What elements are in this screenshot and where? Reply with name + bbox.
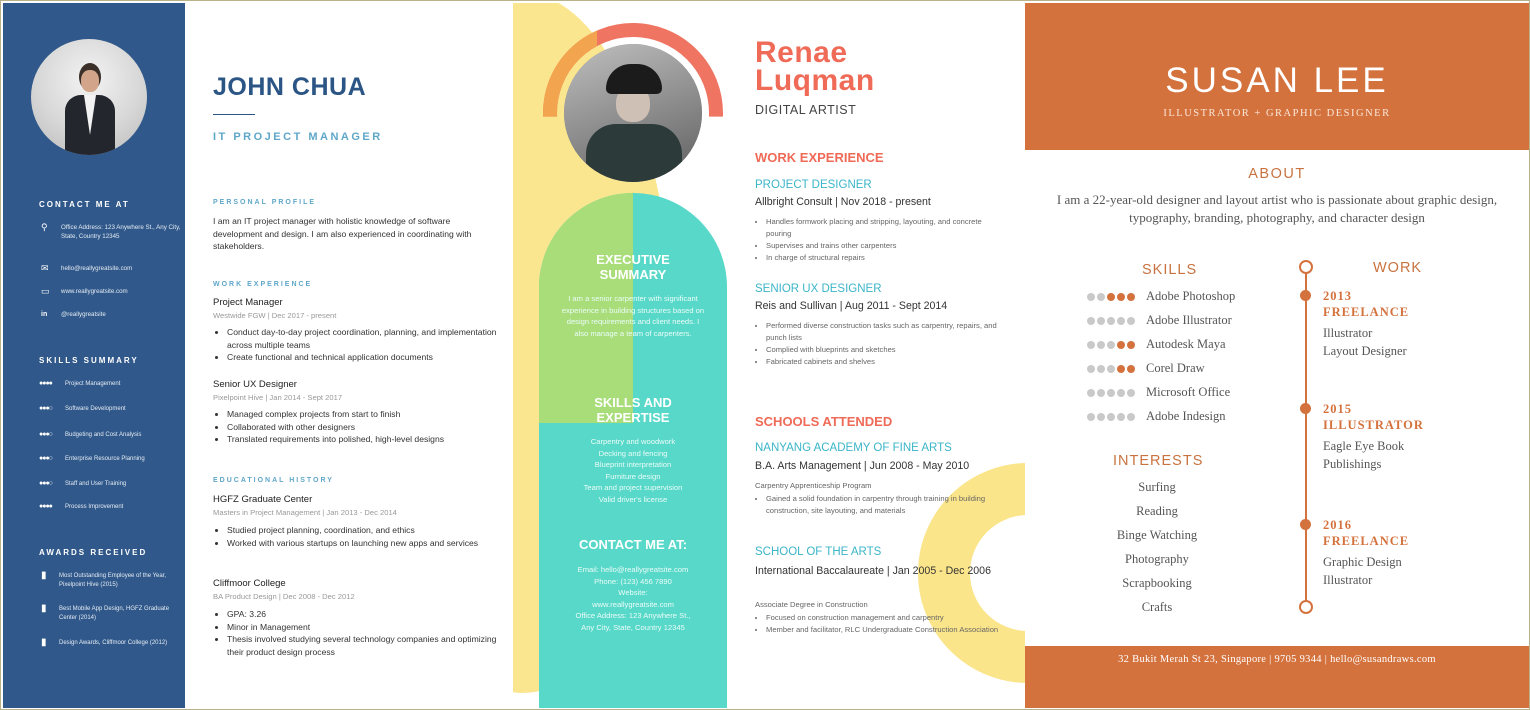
job-title: SENIOR UX DESIGNER — [755, 283, 882, 295]
job-bullets: • Performed diverse construction tasks such as carpentry, repairs, and punch lists • Complied with blueprints and sketches • Fabricated cabinets and shelves — [755, 320, 1006, 368]
skill-label: Autodesk Maya — [1146, 337, 1226, 351]
skill-rating — [1087, 365, 1135, 373]
rating-dot — [1107, 413, 1115, 421]
rating-dot — [1127, 293, 1135, 301]
job-title: Senior UX Designer — [213, 379, 297, 390]
job-bullets: • Managed complex projects from start to finish • Collaborated with other designers • Translated requirements into polished, high-level designs — [213, 408, 497, 446]
job-company: Reis and Sullivan | Aug 2011 - Sept 2014 — [755, 300, 948, 312]
work-entry-desc: Graphic Design Illustrator — [1323, 555, 1402, 587]
rating-dot — [1097, 413, 1105, 421]
job-subtitle: Pixelpoint Hive | Jan 2014 - Sept 2017 — [213, 393, 343, 402]
resume-name: SUSAN LEE — [1165, 61, 1389, 100]
resume-john-chua — [3, 3, 513, 708]
award-item: ▮ Most Outstanding Employee of the Year, Pixelpoint Hive (2015) — [41, 570, 167, 588]
rating-dot — [1127, 317, 1135, 325]
school-bullets: • GPA: 3.26 • Minor in Management • Thesis involved studying several technology companies and optimizing their product design process — [213, 608, 497, 659]
rating-dot — [1097, 341, 1105, 349]
profile-text: I am an IT project manager with holistic knowledge of software development and design. I am also experienced in coordinating with stakeholders. — [213, 216, 472, 251]
rating-dot — [1107, 341, 1115, 349]
work-entry-desc: Illustrator Layout Designer — [1323, 326, 1407, 358]
rating-dot — [1107, 389, 1115, 397]
skills-heading: SKILLS AND EXPERTISE — [594, 395, 672, 425]
skill-item: ●●●○ Software Development — [39, 405, 126, 412]
skill-label: Corel Draw — [1146, 361, 1205, 375]
rating-dot — [1087, 365, 1095, 373]
skill-item: ●●●○ Enterprise Resource Planning — [39, 455, 145, 462]
skill-rating — [1087, 413, 1135, 421]
job-subtitle: Westwide FGW | Dec 2017 - present — [213, 311, 337, 320]
rating-dot — [1107, 317, 1115, 325]
school-title: HGFZ Graduate Center — [213, 494, 313, 505]
profile-photo — [564, 44, 702, 182]
skill-rating — [1087, 389, 1135, 397]
bookmark-icon: ▮ — [41, 570, 47, 581]
contact-list: Email: hello@reallygreatsite.com Phone: (123) 456 7890 Website: www.reallygreatsite.com Office Address: 123 Anywhere St., Any City, State, Country 12345 — [575, 565, 691, 632]
location-pin-icon: ⚲ — [41, 222, 48, 232]
rating-dot — [1107, 293, 1115, 301]
job-bullets: • Conduct day-to-day project coordination, planning, and implementation across multiple teams • Create functional and technical application documents — [213, 326, 497, 364]
title-divider — [213, 114, 255, 115]
rating-dot — [1107, 365, 1115, 373]
resume-susan-lee — [1025, 3, 1529, 708]
bookmark-icon: ▮ — [41, 637, 47, 648]
exec-summary-text: I am a senior carpenter with significant experience in building structures based on design requirements and client needs. I also manage a team of carpenters. — [561, 294, 705, 338]
rating-dot — [1117, 317, 1125, 325]
school-subtitle: BA Product Design | Dec 2008 - Dec 2012 — [213, 592, 355, 601]
contact-heading: CONTACT ME AT: — [578, 537, 688, 552]
interests-heading: INTERESTS — [1113, 453, 1204, 469]
school-bullets: • Studied project planning, coordination, and ethics • Worked with various startups on launching new apps and services — [213, 524, 497, 549]
school-bullets: • Gained a solid foundation in carpentry through training in building construction, site layouting, and materials — [755, 493, 991, 517]
resume-role: IT PROJECT MANAGER — [213, 131, 383, 143]
school-subtitle: Carpentry Apprenticeship Program — [755, 481, 872, 490]
contact-linkedin[interactable]: in @reallygreatsite — [41, 311, 106, 318]
award-item: ▮ Design Awards, Cliffmoor College (2012) — [41, 637, 168, 648]
skill-rating — [1087, 317, 1135, 325]
exec-summary-heading: EXECUTIVE SUMMARY — [596, 252, 670, 282]
skills-heading: SKILLS SUMMARY — [39, 356, 139, 365]
skill-item — [1087, 313, 1232, 328]
linkedin-icon: in — [41, 311, 48, 318]
resume-role: DIGITAL ARTIST — [755, 103, 857, 117]
interest-item: Binge Watching — [1116, 528, 1198, 542]
skill-item: ●●●○ Budgeting and Cost Analysis — [39, 431, 142, 438]
about-heading: ABOUT — [1248, 166, 1306, 182]
interest-item: Reading — [1136, 504, 1178, 518]
resume-name: Renae Luqman — [755, 36, 875, 97]
resume-role: ILLUSTRATOR + GRAPHIC DESIGNER — [1163, 108, 1391, 119]
skill-label: Microsoft Office — [1146, 385, 1231, 399]
rating-dot — [1097, 317, 1105, 325]
school-title: Cliffmoor College — [213, 578, 286, 589]
bookmark-icon: ▮ — [41, 603, 47, 614]
work-entry-heading: 2013 FREELANCE — [1323, 289, 1410, 319]
profile-photo — [31, 39, 147, 155]
job-company: Allbright Consult | Nov 2018 - present — [755, 196, 931, 208]
school-subtitle: Associate Degree in Construction — [755, 600, 868, 609]
resume-name: JOHN CHUA — [213, 73, 367, 101]
skill-label: Adobe Illustrator — [1146, 313, 1232, 327]
skills-list: Carpentry and woodwork Decking and fencing Blueprint interpretation Furniture design Team and project supervision Valid driver's license — [583, 437, 683, 504]
rating-dot — [1127, 365, 1135, 373]
school-subtitle: Masters in Project Management | Jan 2013 - Dec 2014 — [213, 508, 397, 517]
schools-heading: SCHOOLS ATTENDED — [755, 414, 893, 429]
skill-item: ●●●● Project Management — [39, 380, 121, 387]
interest-item: Crafts — [1141, 600, 1173, 614]
contact-heading: CONTACT ME AT — [39, 200, 130, 209]
school-degree: International Baccalaureate | Jan 2005 - Dec 2006 — [755, 565, 991, 577]
school-title: NANYANG ACADEMY OF FINE ARTS — [755, 442, 952, 454]
skill-item — [1087, 337, 1226, 352]
rating-dot — [1097, 365, 1105, 373]
job-bullets: • Handles formwork placing and stripping, layouting, and concrete pouring • Supervises and trains other carpenters • In charge of structural repairs — [755, 216, 1006, 264]
skill-item — [1087, 289, 1235, 304]
rating-dot — [1117, 413, 1125, 421]
education-heading: EDUCATIONAL HISTORY — [213, 477, 334, 484]
rating-dot — [1117, 293, 1125, 301]
timeline-end-marker — [1299, 600, 1313, 614]
skill-label: Adobe Photoshop — [1146, 289, 1236, 303]
skill-item — [1087, 361, 1205, 376]
work-entry-heading: 2016 FREELANCE — [1323, 518, 1410, 548]
contact-website[interactable]: ▭ www.reallygreatsite.com — [41, 286, 128, 296]
rating-dot — [1097, 389, 1105, 397]
skill-item — [1087, 385, 1230, 400]
contact-address: ⚲ Office Address: 123 Anywhere St., Any City, State, Country 12345 — [41, 222, 181, 240]
work-heading: WORK — [1373, 260, 1423, 276]
timeline-start-marker — [1299, 260, 1313, 274]
rating-dot — [1087, 317, 1095, 325]
skill-label: Adobe Indesign — [1146, 409, 1226, 423]
rating-dot — [1087, 341, 1095, 349]
about-text: I am a 22-year-old designer and layout artist who is passionate about graphic design, typography, branding, photography, and character design — [1056, 192, 1498, 225]
timeline-dot — [1300, 519, 1311, 530]
rating-dot — [1097, 293, 1105, 301]
timeline-dot — [1300, 403, 1311, 414]
interest-item: Surfing — [1138, 480, 1176, 494]
rating-dot — [1117, 341, 1125, 349]
envelope-icon: ✉ — [41, 263, 49, 273]
award-item: ▮ Best Mobile App Design, HGFZ Graduate Center (2014) — [41, 603, 170, 621]
skills-heading: SKILLS — [1142, 262, 1198, 278]
timeline-dot — [1300, 290, 1311, 301]
skill-item: ●●●○ Staff and User Training — [39, 480, 127, 487]
rating-dot — [1087, 293, 1095, 301]
skill-item: ●●●● Process Improvement — [39, 503, 124, 510]
job-title: PROJECT DESIGNER — [755, 179, 872, 191]
rating-dot — [1127, 389, 1135, 397]
profile-heading: PERSONAL PROFILE — [213, 199, 317, 206]
job-title: Project Manager — [213, 297, 283, 308]
footer-contact: 32 Bukit Merah St 23, Singapore | 9705 9344 | hello@susandraws.com — [1118, 654, 1436, 665]
resume-renae-luqman — [513, 3, 1025, 708]
work-heading: WORK EXPERIENCE — [213, 281, 313, 288]
sidebar — [3, 3, 185, 708]
interest-item: Photography — [1125, 552, 1189, 566]
skill-item — [1087, 409, 1226, 424]
interest-item: Scrapbooking — [1122, 576, 1192, 590]
work-entry-desc: Eagle Eye Book Publishings — [1323, 439, 1405, 471]
school-title: SCHOOL OF THE ARTS — [755, 546, 882, 558]
school-degree: B.A. Arts Management | Jun 2008 - May 2010 — [755, 460, 970, 472]
timeline-line — [1305, 271, 1307, 605]
awards-heading: AWARDS RECEIVED — [39, 548, 148, 557]
skill-rating — [1087, 341, 1135, 349]
rating-dot — [1087, 413, 1095, 421]
laptop-icon: ▭ — [41, 286, 50, 296]
rating-dot — [1117, 389, 1125, 397]
rating-dot — [1117, 365, 1125, 373]
contact-email[interactable]: ✉ hello@reallygreatsite.com — [41, 263, 133, 273]
rating-dot — [1127, 341, 1135, 349]
rating-dot — [1087, 389, 1095, 397]
rating-dot — [1127, 413, 1135, 421]
work-entry-heading: 2015 ILLUSTRATOR — [1323, 402, 1424, 432]
school-bullets: • Focused on construction management and carpentry • Member and facilitator, RLC Undergraduate Construction Association — [755, 612, 1006, 636]
skill-rating — [1087, 293, 1135, 301]
work-heading: WORK EXPERIENCE — [755, 150, 884, 165]
